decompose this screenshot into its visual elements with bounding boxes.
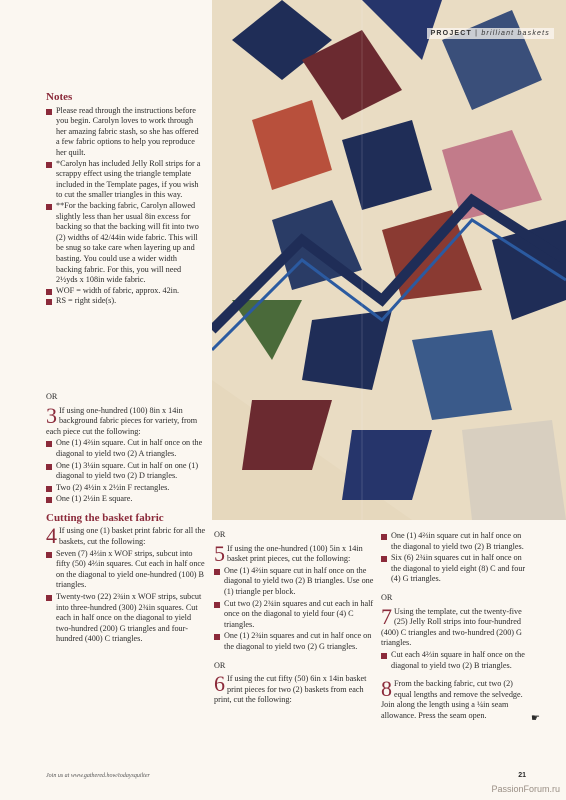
or-label: OR [214, 530, 226, 539]
notes-item: *Carolyn has included Jelly Roll strips for a scrappy effect using the triangle template included in the Template pages, if you wish to cut the smaller triangles in this way. [46, 159, 204, 201]
step-number: 4 [46, 523, 57, 549]
running-header: PROJECT | brilliant baskets [427, 28, 554, 39]
list-item: Six (6) 2¾in squares cut in half once on the diagonal to yield eight (8) C and four (4) G triangles. [381, 553, 527, 585]
step-text: Using the template, cut the twenty-five (25) Jelly Roll strips into four-hundred (400) C triangles and two-hundred (200) G triangles. [381, 606, 522, 648]
step-text: If using the one-hundred (100) 5in x 14in basket print pieces, cut the following: [227, 543, 363, 564]
step-6 [214, 671, 374, 706]
notes-item: WOF = width of fabric, approx. 42in. [46, 286, 204, 297]
header-title: brilliant baskets [481, 30, 550, 37]
list-item: Twenty-two (22) 2¾in x WOF strips, subcut into three-hundred (300) 2¾in squares. Cut each in half once on the diagonal to yield two-hundred (200) G triangles and four-hundred (400) C triangles. [46, 592, 206, 645]
list-item: One (1) 3¼in square. Cut in half on one (1) diagonal to yield two (2) D triangles. [46, 461, 206, 482]
section-heading: Cutting the basket fabric [46, 511, 164, 524]
list-item: One (1) 2¾in squares and cut in half once on the diagonal to yield two (2) G triangles. [214, 631, 374, 652]
page-number: 21 [518, 772, 526, 779]
list-item: One (1) 4⅔in square cut in half once on the diagonal to yield two (2) B triangles. [381, 531, 527, 552]
step-text: If using one-hundred (100) 8in x 14in background fabric pieces for variety, from each piece cut the following: [46, 405, 198, 436]
or-label: OR [46, 392, 58, 401]
column-2 [214, 530, 374, 706]
notes-item: **For the backing fabric, Carolyn allowed slightly less than her usual 8in excess for backing so that the backing will fit into two (2) widths of 42/44in wide fabric. This will be snug so take care when layering up and basting. You could use a wider width backing fabric. For this, you will need 2½yds x 108in wide fabric. [46, 201, 204, 286]
list-item: One (1) 4⅔in square. Cut in half once on the diagonal to yield two (2) A triangles. [46, 438, 206, 459]
or-label: OR [381, 592, 393, 602]
list-item: Cut each 4⅔in square in half once on the diagonal to yield two (2) B triangles. [381, 650, 527, 671]
step-number: 5 [214, 540, 225, 566]
step-3 [46, 402, 206, 438]
step-5 [214, 540, 374, 566]
step-text: If using the cut fifty (50) 6in x 14in basket print pieces for two (2) baskets from each print, cut the following: [214, 674, 367, 705]
notes-box [46, 92, 204, 307]
column-3 [381, 530, 527, 722]
step-4 [46, 523, 206, 549]
watermark: PassionForum.ru [491, 784, 560, 794]
list-item: One (1) 4⅔in square cut in half once on the diagonal to yield two (2) B triangles. Use one (1) triangle per block. [214, 566, 374, 598]
footer-link: Join us at www.gathered.how/todaysquilter [46, 773, 150, 779]
quilt-photo [212, 0, 566, 520]
column-1 [46, 392, 206, 645]
list-item: Two (2) 4½in x 2½in F rectangles. [46, 483, 206, 494]
list-item: Seven (7) 4⅔in x WOF strips, subcut into fifty (50) 4⅔in squares. Cut each in half once on the diagonal to yield one-hundred (100) B triangles. [46, 549, 206, 591]
notes-item: Please read through the instructions before you begin. Carolyn loves to work through her amazing fabric stash, so she has offered a few fabric options to help you reproduce her quilt. [46, 106, 204, 159]
notes-item: RS = right side(s). [46, 296, 204, 307]
step-number: 6 [214, 671, 225, 697]
step-8 [381, 676, 527, 721]
step-number: 7 [381, 603, 392, 629]
step-text: From the backing fabric, cut two (2) equal lengths and remove the selvedge. Join along the length using a ¼in seam allowance. Press the seam open. [381, 679, 523, 720]
or-label: OR [214, 660, 226, 670]
step-number: 8 [381, 676, 392, 702]
list-item: Cut two (2) 2¾in squares and cut each in half once on the diagonal to yield four (4) C triangles. [214, 599, 374, 631]
notes-title: Notes [46, 91, 73, 103]
step-text: If using one (1) basket print fabric for all the baskets, cut the following: [59, 526, 206, 547]
header-section: PROJECT [430, 30, 473, 37]
step-number: 3 [46, 402, 57, 428]
list-item: One (1) 2½in E square. [46, 494, 206, 505]
pointing-hand-icon: ☛ [531, 713, 540, 724]
step-7 [381, 603, 527, 649]
